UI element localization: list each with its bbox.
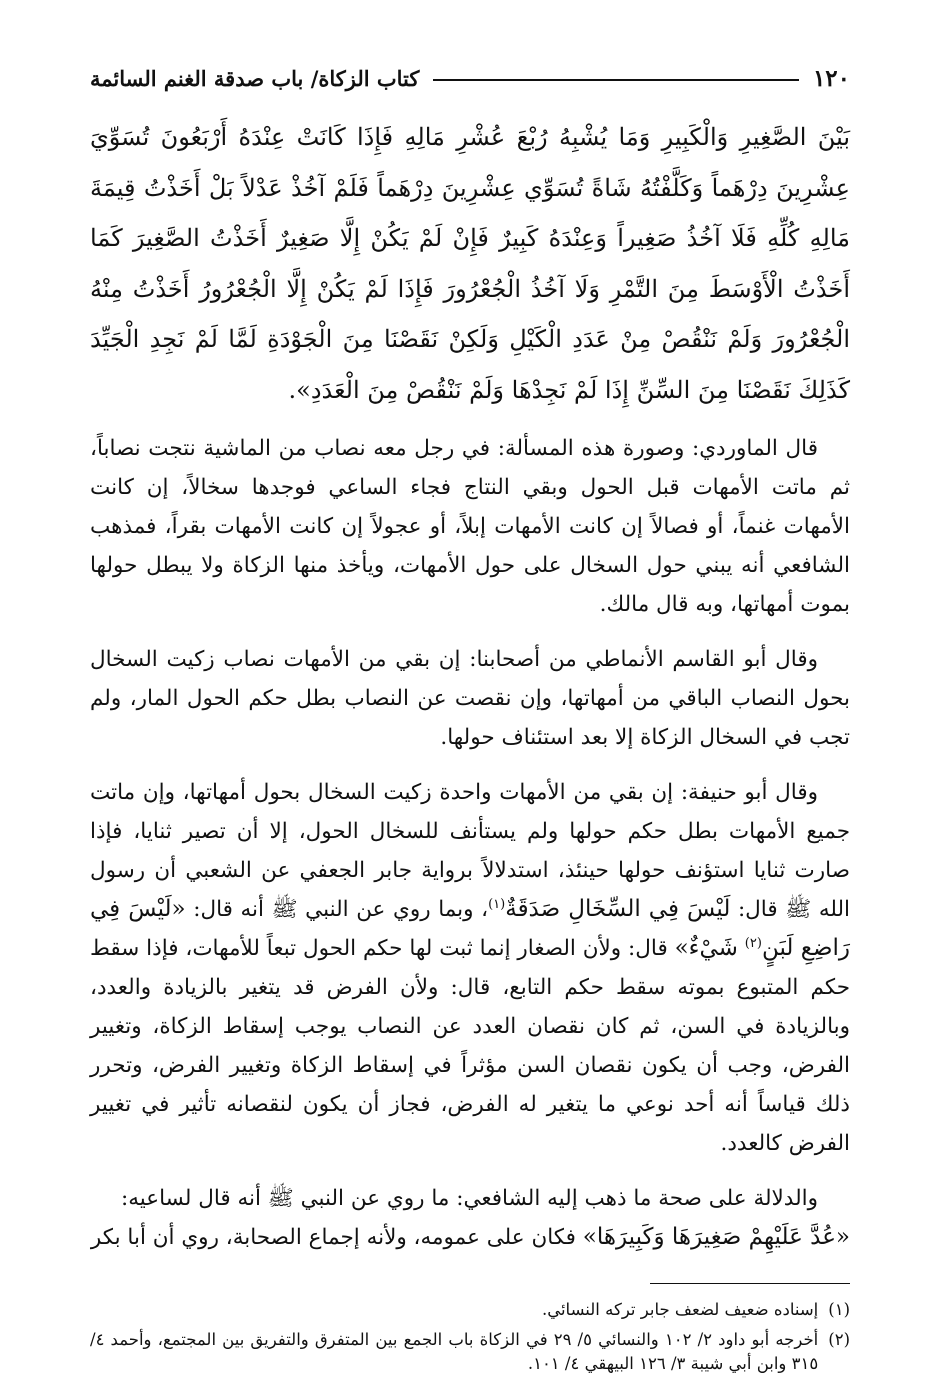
running-title: كتاب الزكاة/ باب صدقة الغنم السائمة [90, 65, 420, 91]
paragraph-mawardi [90, 429, 850, 624]
hadith-quote: «لَيْسَ فِي رَاضِعِ لَبَنٍ [90, 896, 850, 961]
hadith-quote: «عُدَّ عَلَيْهِمْ صَغِيرَهَا وَكَبِيرَهَا» [582, 1224, 850, 1250]
page-number: ١٢٠ [812, 64, 850, 92]
footnote-rule [650, 1283, 850, 1284]
paragraph-text: قال الماوردي: وصورة هذه المسألة: في رجل معه نصاب من الماشية نتجت نصاباً، ثم ماتت الأمهات قبل الحول وبقي النتاج فجاء الساعي فوجدها سخالاً، إن كانت الأمهات غنماً، أو فصالاً إن كانت الأمهات إبلاً، أو عجولاً إن كانت الأمهات بقراً، فمذهب الشافعي أنه يبني حول السخال على حول الأمهات، ويأخذ منها الزكاة ولا يبطل حولها بموت أمهاتها، وبه قال مالك. [90, 436, 850, 617]
footnotes [90, 1298, 850, 1376]
paragraph-text: وقال أبو حنيفة: إن بقي من الأمهات واحدة زكيت السخال بحول أمهاتها، وإن ماتت جميع الأمهات بطل حكم حولها ولم يستأنف للسخال الحول، إلا أن تصير ثنايا، فإذا صارت ثنايا استؤنف حولها حينئذ، استدلالاً برواية جابر الجعفي عن الشعبي أن رسول الله ﷺ قال: [90, 780, 850, 922]
footnote-ref[interactable]: (١) [488, 896, 506, 912]
header-rule [433, 79, 799, 81]
footnote-ref[interactable]: (٢) [744, 935, 762, 951]
paragraph-text: والدلالة على صحة ما ذهب إليه الشافعي: ما روي عن النبي ﷺ أنه قال لساعيه: [121, 1186, 818, 1211]
paragraph-body [90, 773, 850, 1163]
paragraph-text: وقال أبو القاسم الأنماطي من أصحابنا: إن بقي من الأمهات نصاب زكيت السخال بحول النصاب الباقي من أمهاتها، وإن نقصت عن النصاب بطل حكم الحول المار، ولم تجب في السخال الزكاة إلا بعد استئناف حولها. [90, 647, 850, 750]
paragraph-evidence [90, 1179, 850, 1257]
footnote-1 [90, 1298, 850, 1322]
hadith-text: بَيْنَ الصَّغِيرِ وَالْكَبِيرِ وَمَا يُشْبِهُ رُبْعَ عُشْرِ مَالِهِ فَإِذَا كَانَتْ عِنْدَهُ أَرْبَعُونَ تُسَوِّيَ عِشْرِينَ دِرْهَماً وَكَلَّفْتُهُ شَاةً تُسَوِّي عِشْرِينَ دِرْهَماً فَلَمْ آخُذْ عَدْلاً بَلْ أَخَذْتُ قِيمَةَ مَالِهِ كُلِّهِ فَلَا آخُذُ صَغِيراً وَعِنْدَهُ كَبِيرٌ فَإِنْ لَمْ يَكُنْ إِلَّا صَغِيرٌ أَخَذْتُ الصَّغِيرَ كَمَا أَخَذْتُ الْأَوْسَطَ مِنَ التَّمْرِ وَلَا آخُذُ الْجُعْرُورَ فَإِذَا لَمْ يَكُنْ إِلَّا الْجُعْرُورُ أَخَذْتُ مِنْهُ الْجُعْرُورَ وَلَمْ نَنْقُصْ مِنْ عَدَدِ الْكَيْلِ وَلَكِنْ نَقَصْنَا مِنَ الْجَوْدَةِ لَمَّا لَمْ نَجِدِ الْجَيِّدَ كَذَلِكَ نَقَصْنَا مِنَ السِّنِّ إِذَا لَمْ نَجِدْهَا وَلَمْ نَنْقُصْ مِنَ الْعَدَدِ». [90, 123, 851, 404]
footnote-2 [90, 1328, 850, 1376]
page-header [90, 58, 850, 98]
paragraph-text: ، وبما روي عن النبي ﷺ أنه قال: [193, 897, 489, 922]
paragraph-abu-hanifa [90, 773, 850, 1163]
hadith-quote-end: شَيْءٌ» [674, 935, 738, 961]
footnote-text: أخرجه أبو داود ٢/ ١٠٢ والنسائي ٥/ ٢٩ في الزكاة باب الجمع بين المتفرق والتفريق بين المجتمع، وأحمد ٤/ ٣١٥ وابن أبي شيبة ٣/ ١٢٦ البيهقي ٤/ ١٠١. [90, 1330, 819, 1373]
book-page [90, 58, 850, 1382]
hadith-quote: لَيْسَ فِي السِّخَالِ صَدَقَةٌ [505, 896, 731, 922]
footnote-text: إسناده ضعيف لضعف جابر تركه النسائي. [541, 1300, 819, 1319]
paragraph-body [90, 1179, 850, 1257]
paragraph-text: قال: ولأن الصغار إنما ثبت لها حكم الحول تبعاً للأمهات، فإذا سقط حكم المتبوع بموته سقط حكم التابع، قال: ولأن الفرض قد يتغير بالزيادة والعدد، وبالزيادة في السن، ثم كان نقصان العدد عن النصاب يوجب إسقاط الزكاة، وتغيير الفرض، وجب أن يكون نقصان السن مؤثراً في إسقاط الزكاة وتغيير الفرض، وتحرر ذلك قياساً أنه أحد نوعي ما يتغير له الفرض، فجاز أن يكون لنقصانه تأثير في تغيير الفرض كالعدد. [90, 936, 850, 1156]
footnote-number: (٢) [828, 1330, 850, 1349]
footnote-number: (١) [828, 1300, 850, 1319]
paragraph-text: فكان على عمومه، ولأنه إجماع الصحابة، روي أن أبا بكر [90, 1225, 583, 1250]
paragraph-anmati [90, 640, 850, 757]
